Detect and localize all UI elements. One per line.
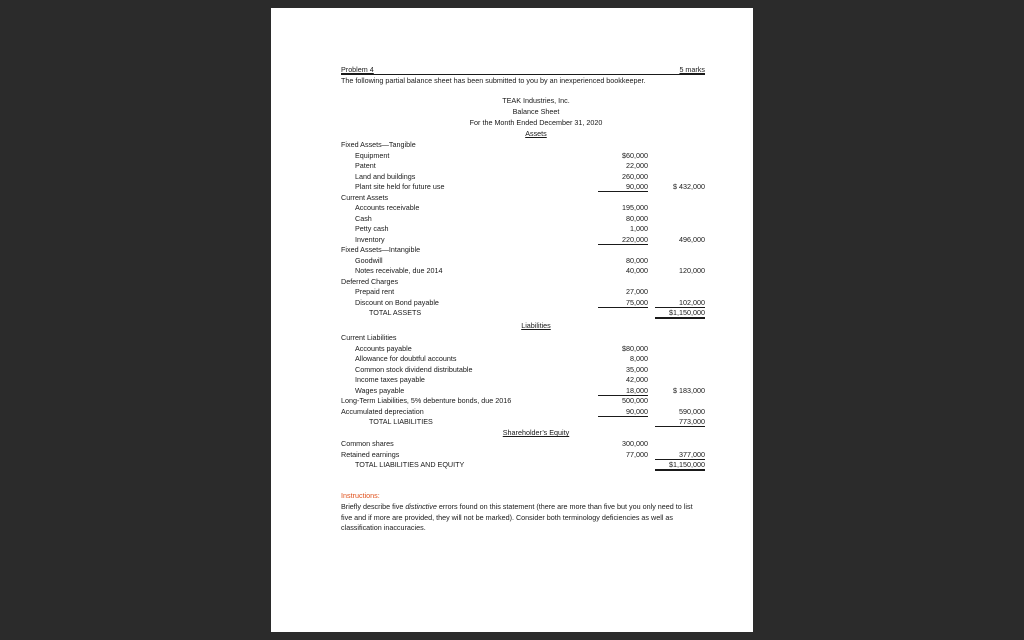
line-item-amount: 22,000: [626, 161, 648, 170]
line-item-amount: 500,000: [622, 396, 648, 405]
section-total: $ 432,000: [673, 182, 705, 191]
line-item-name: Inventory: [355, 234, 385, 244]
section-label: Fixed Assets—Tangible: [341, 140, 416, 149]
statement-period: For the Month Ended December 31, 2020: [469, 118, 603, 127]
total-assets-label: TOTAL ASSETS: [369, 308, 422, 317]
line-item-amount: 42,000: [626, 375, 648, 384]
line-item-name: Long-Term Liabilities, 5% debenture bonds, due 2016: [341, 396, 512, 405]
line-item-amount: 40,000: [626, 266, 648, 275]
section-total: $ 183,000: [673, 385, 705, 395]
company-name: TEAK Industries, Inc.: [502, 96, 570, 105]
line-item-amount: 260,000: [622, 171, 648, 181]
line-item-name: Cash: [355, 213, 372, 223]
line-item-name: Notes receivable, due 2014: [355, 266, 443, 275]
line-item-amount: 35,000: [626, 364, 648, 374]
problem-label: Problem 4: [341, 65, 374, 74]
line-item-amount: 8,000: [630, 354, 648, 363]
line-item-amount: 1,000: [630, 224, 648, 233]
line-item-name: Prepaid rent: [355, 287, 395, 296]
line-item-amount: 195,000: [622, 203, 648, 212]
line-item-name: Accounts payable: [355, 343, 412, 353]
line-item-amount: 77,000: [626, 449, 648, 459]
section-total: 102,000: [655, 298, 705, 308]
line-item-amount: 75,000: [598, 298, 648, 308]
intro-text: The following partial balance sheet has been submitted to you by an inexperienced bookkeeper.: [341, 76, 646, 85]
grand-total-value: $1,150,000: [655, 460, 705, 471]
line-item-amount: 27,000: [626, 287, 648, 296]
section-label: Current Liabilities: [341, 333, 397, 342]
line-item-name: Petty cash: [355, 224, 389, 233]
line-item-name: Common stock dividend distributable: [355, 364, 473, 374]
line-item-amount: 90,000: [598, 182, 648, 192]
line-item-name: Retained earnings: [341, 449, 400, 459]
section-total: 377,000: [655, 450, 705, 460]
statement-title: Balance Sheet: [512, 107, 560, 116]
section-total: 496,000: [679, 234, 705, 244]
instructions-body: Briefly describe five distinctive errors found on this statement (there are more than five but you only need to list five and if more are provided, they will not be marked). Consider both terminology deficiencies as well as classification inaccuracies.: [341, 502, 693, 532]
total-liabilities-label: TOTAL LIABILITIES: [369, 417, 433, 426]
section-label: Current Assets: [341, 192, 389, 202]
liabilities-heading: Liabilities: [521, 321, 551, 330]
line-item-name: Patent: [355, 161, 376, 170]
document-page: [271, 8, 753, 632]
total-assets-value: $1,150,000: [655, 308, 705, 319]
header-rule: [341, 74, 705, 75]
section-total: 120,000: [679, 266, 705, 275]
grand-total-label: TOTAL LIABILITIES AND EQUITY: [355, 460, 465, 469]
line-item-amount: 80,000: [626, 213, 648, 223]
line-item-name: Accounts receivable: [355, 203, 420, 212]
line-item-name: Discount on Bond payable: [355, 297, 439, 307]
line-item-name: Wages payable: [355, 385, 405, 395]
instructions-title: Instructions:: [341, 491, 380, 500]
line-item-name: Equipment: [355, 150, 390, 160]
line-item-amount: 220,000: [598, 235, 648, 245]
line-item-amount: 90,000: [598, 407, 648, 417]
line-item-name: Common shares: [341, 439, 394, 448]
line-item-amount: 300,000: [622, 439, 648, 448]
line-item-amount: 18,000: [598, 386, 648, 396]
line-item-name: Allowance for doubtful accounts: [355, 354, 457, 363]
equity-heading: Shareholder’s Equity: [502, 428, 570, 437]
line-item-name: Accumulated depreciation: [341, 406, 424, 416]
line-item-amount: $60,000: [622, 150, 648, 160]
line-item-name: Goodwill: [355, 255, 383, 265]
section-total: 590,000: [679, 406, 705, 416]
line-item-name: Land and buildings: [355, 171, 416, 181]
assets-heading: Assets: [525, 129, 547, 138]
total-liabilities-value: 773,000: [655, 417, 705, 427]
line-item-amount: 80,000: [626, 255, 648, 265]
line-item-amount: $80,000: [622, 343, 648, 353]
marks-label: 5 marks: [679, 65, 705, 74]
section-label: Fixed Assets—Intangible: [341, 245, 421, 254]
line-item-name: Income taxes payable: [355, 375, 425, 384]
section-label: Deferred Charges: [341, 276, 399, 286]
line-item-name: Plant site held for future use: [355, 182, 445, 191]
